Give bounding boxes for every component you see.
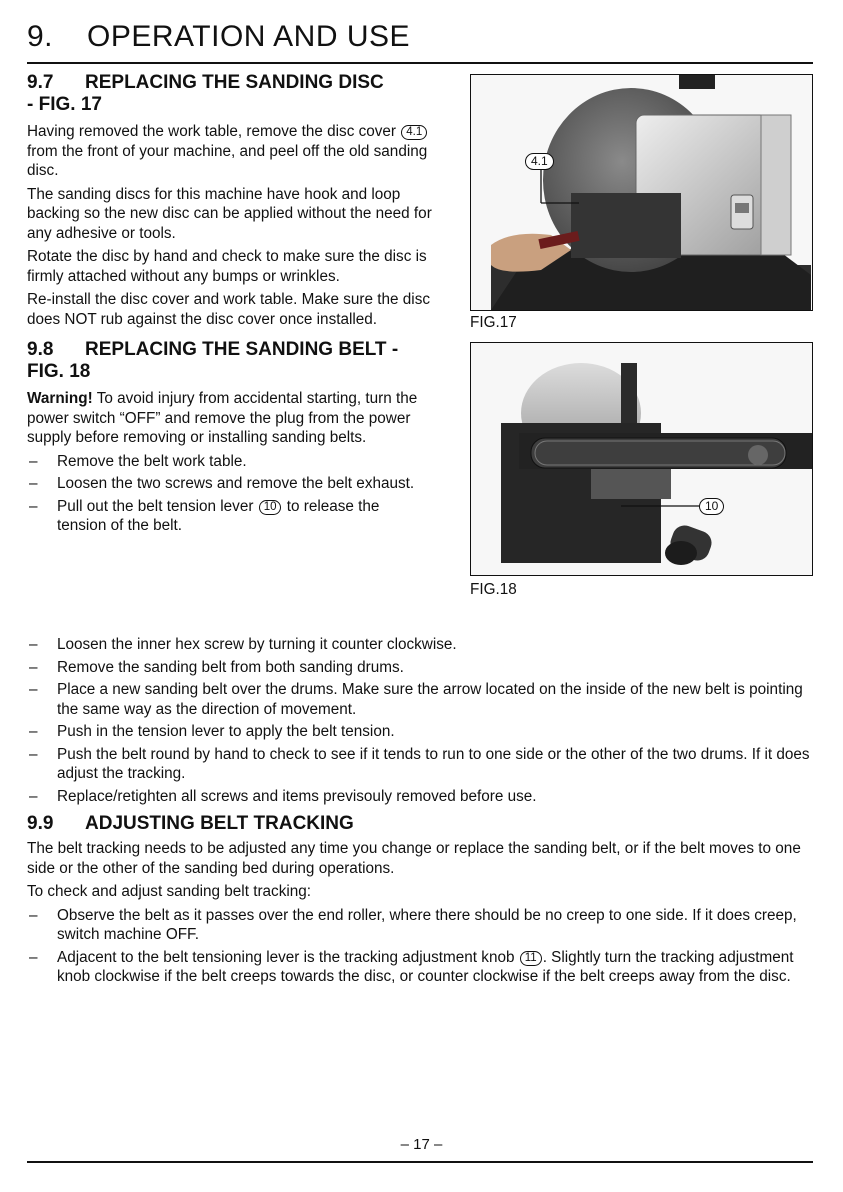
list-item: – Loosen the inner hex screw by turning it counter clockwise.: [27, 635, 817, 655]
figure-callout: 4.1: [525, 153, 554, 170]
list-item: – Observe the belt as it passes over the end roller, where there should be no creep to one side. If it does creep, switch machine OFF.: [27, 906, 817, 945]
paragraph: The belt tracking needs to be adjusted any time you change or replace the sanding belt, or if the belt moves to one side or the other of the sanding bed during operations.: [27, 840, 801, 877]
belt-steps-list: [27, 452, 422, 536]
part-callout: 10: [259, 500, 282, 515]
disc-sander-illustration: [471, 75, 812, 310]
list-item: – Push the belt round by hand to check to see if it tends to run to one side or the other of the two drums. If it does adjust the tracking.: [27, 745, 817, 784]
belt-sander-illustration: [471, 343, 812, 575]
left-column: [27, 72, 447, 539]
text: Adjacent to the belt tensioning lever is the tracking adjustment knob: [57, 948, 515, 966]
chapter-title-text: OPERATION AND USE: [87, 20, 411, 53]
part-callout: 4.1: [401, 125, 427, 140]
section-title-continued: - FIG. 17: [27, 94, 102, 115]
section-number: 9.8: [27, 339, 54, 360]
figure-18-caption: FIG.18: [470, 581, 517, 598]
section-title: REPLACING THE SANDING DISC: [85, 72, 384, 93]
paragraph: The sanding discs for this machine have hook and loop backing so the new disc can be applied without the need for any adhesive or tools.: [27, 185, 432, 242]
section-9-7-heading: [27, 72, 447, 116]
section-title-continued: FIG. 18: [27, 361, 91, 382]
section-number: 9.9: [27, 813, 54, 834]
chapter-title: [27, 20, 410, 54]
text: Having removed the work table, remove the disc cover: [27, 123, 396, 140]
full-width-content: [27, 635, 817, 990]
figure-17-caption: FIG.17: [470, 314, 517, 331]
list-item: – Replace/retighten all screws and items previsouly removed before use.: [27, 787, 817, 807]
section-9-8-heading: [27, 339, 447, 383]
paragraph: To check and adjust sanding belt tracking:: [27, 883, 312, 900]
chapter-number: 9.: [27, 20, 54, 53]
text: from the front of your machine, and peel off the old sanding disc.: [27, 142, 428, 179]
section-title: ADJUSTING BELT TRACKING: [85, 813, 354, 834]
list-item: [27, 948, 817, 987]
warning-paragraph: [27, 389, 447, 448]
list-item: – Loosen the two screws and remove the belt exhaust.: [27, 474, 422, 494]
list-item: – Push in the tension lever to apply the belt tension.: [27, 722, 817, 742]
list-item: – Place a new sanding belt over the drums. Make sure the arrow located on the inside of the new belt is pointing the same way as the direction of movement.: [27, 680, 817, 719]
tracking-steps-list: [27, 906, 817, 987]
list-item: – Remove the belt work table.: [27, 452, 422, 472]
text: Pull out the belt tension lever: [57, 497, 254, 515]
warning-label: Warning!: [27, 390, 93, 407]
section-number: 9.7: [27, 72, 54, 93]
warning-text: To avoid injury from accidental starting, turn the power switch “OFF” and remove the plug from the power supply before removing or installing sanding belts.: [27, 390, 418, 446]
section-9-9-heading: [27, 813, 817, 835]
figure-18-photo: [470, 342, 813, 576]
paragraph: Re-install the disc cover and work table. Make sure the disc does NOT rub against the disc cover once installed.: [27, 291, 430, 328]
belt-steps-list-continued: [27, 635, 817, 806]
figure-callout: 10: [699, 498, 724, 515]
list-item: – Remove the sanding belt from both sanding drums.: [27, 658, 817, 678]
footer-rule: [27, 1161, 813, 1163]
text: . Slightly turn the tracking adjustment knob clockwise if the belt creeps towards the disc, or counter clockwise if the belt creeps away from the disc.: [57, 948, 794, 985]
paragraph: Rotate the disc by hand and check to make sure the disc is firmly attached without any bumps or wrinkles.: [27, 248, 427, 285]
list-item: [27, 497, 422, 536]
figure-17-photo: [470, 74, 813, 311]
header-rule: [27, 62, 813, 64]
page-number: – 17 –: [400, 1136, 443, 1153]
section-title: REPLACING THE SANDING BELT -: [85, 339, 399, 360]
paragraph: [27, 122, 447, 181]
text: to release the tension of the belt.: [57, 497, 380, 534]
part-callout: 11: [520, 951, 542, 966]
